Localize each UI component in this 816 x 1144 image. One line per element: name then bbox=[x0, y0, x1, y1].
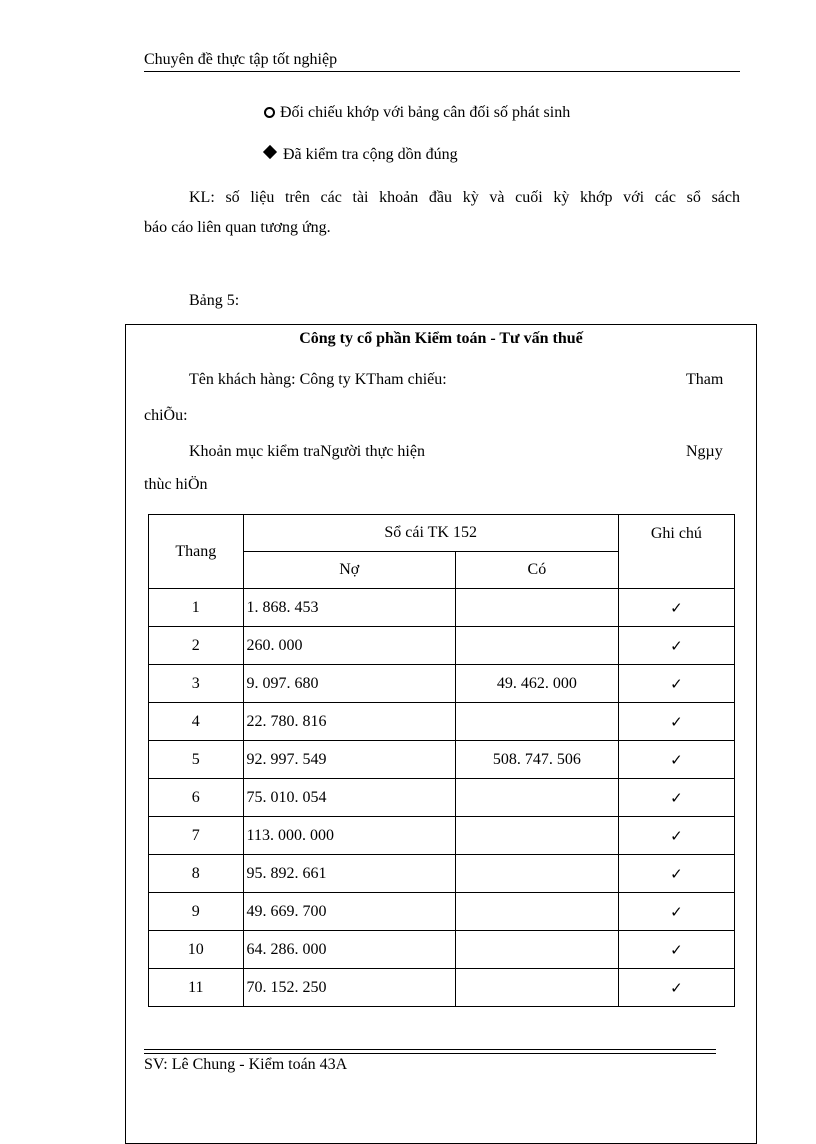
month-cell: 4 bbox=[149, 703, 244, 741]
credit-cell bbox=[455, 969, 618, 1007]
debit-cell: 95. 892. 661 bbox=[243, 855, 455, 893]
column-header-debit: Nợ bbox=[243, 552, 455, 589]
credit-cell bbox=[455, 893, 618, 931]
document-header: Chuyên đề thực tập tốt nghiệp bbox=[144, 51, 338, 68]
month-cell: 9 bbox=[149, 893, 244, 931]
table-row bbox=[149, 741, 735, 779]
check-icon: ✓ bbox=[618, 627, 734, 665]
month-cell: 8 bbox=[149, 855, 244, 893]
footer-rule bbox=[144, 1049, 716, 1050]
footer-rule-thin bbox=[144, 1053, 716, 1054]
client-reference-wrap: chiÕu: bbox=[144, 407, 188, 424]
table-caption: Bảng 5: bbox=[189, 292, 240, 309]
column-header-ledger: Sổ cái TK 152 bbox=[243, 515, 618, 552]
credit-cell bbox=[455, 817, 618, 855]
header-rule bbox=[144, 71, 740, 72]
conclusion-line-2: báo cáo liên quan tương ứng. bbox=[144, 219, 331, 236]
credit-cell bbox=[455, 589, 618, 627]
debit-cell: 1. 868. 453 bbox=[243, 589, 455, 627]
debit-cell: 70. 152. 250 bbox=[243, 969, 455, 1007]
credit-cell: 508. 747. 506 bbox=[455, 741, 618, 779]
credit-cell bbox=[455, 627, 618, 665]
table-row bbox=[149, 779, 735, 817]
credit-cell bbox=[455, 703, 618, 741]
month-cell: 7 bbox=[149, 817, 244, 855]
legend-diamond-line bbox=[261, 146, 458, 164]
table-row bbox=[149, 627, 735, 665]
legend-circle-text: Đối chiếu khớp với bảng cân đối số phát sinh bbox=[280, 104, 571, 121]
credit-cell: 49. 462. 000 bbox=[455, 665, 618, 703]
check-icon: ✓ bbox=[618, 741, 734, 779]
month-cell: 1 bbox=[149, 589, 244, 627]
table-row bbox=[149, 893, 735, 931]
column-header-note: Ghi chú bbox=[618, 515, 734, 589]
table-row bbox=[149, 855, 735, 893]
month-cell: 5 bbox=[149, 741, 244, 779]
conclusion-line-1: KL: số liệu trên các tài khoản đầu kỳ và cuối kỳ khớp với các sổ sách bbox=[189, 189, 740, 206]
audit-item-label: Khoản mục kiểm traNgười thực hiện bbox=[189, 443, 425, 460]
ledger-table bbox=[148, 514, 735, 1007]
ledger-body bbox=[149, 589, 735, 1007]
month-cell: 10 bbox=[149, 931, 244, 969]
column-header-month: Thang bbox=[149, 515, 244, 589]
check-icon: ✓ bbox=[618, 931, 734, 969]
check-icon: ✓ bbox=[618, 893, 734, 931]
credit-cell bbox=[455, 779, 618, 817]
footer-text: SV: Lê Chung - Kiểm toán 43A bbox=[144, 1056, 348, 1073]
check-icon: ✓ bbox=[618, 703, 734, 741]
column-header-credit: Có bbox=[455, 552, 618, 589]
check-icon: ✓ bbox=[618, 589, 734, 627]
company-title: Công ty cổ phần Kiểm toán - Tư vấn thuế bbox=[299, 330, 583, 347]
conclusion-paragraph bbox=[144, 183, 740, 243]
date-label: Ngµy bbox=[686, 443, 723, 460]
legend-circle-line bbox=[264, 104, 570, 122]
date-label-wrap: thùc hiÖn bbox=[144, 476, 208, 493]
debit-cell: 49. 669. 700 bbox=[243, 893, 455, 931]
debit-cell: 64. 286. 000 bbox=[243, 931, 455, 969]
check-icon: ✓ bbox=[618, 969, 734, 1007]
client-reference-label: Tham bbox=[686, 371, 724, 388]
client-label: Tên khách hàng: Công ty KTham chiếu: bbox=[189, 371, 447, 388]
check-icon: ✓ bbox=[618, 779, 734, 817]
table-row bbox=[149, 703, 735, 741]
table-row bbox=[149, 589, 735, 627]
month-cell: 11 bbox=[149, 969, 244, 1007]
table-row bbox=[149, 931, 735, 969]
diamond-icon bbox=[263, 145, 277, 159]
debit-cell: 9. 097. 680 bbox=[243, 665, 455, 703]
debit-cell: 92. 997. 549 bbox=[243, 741, 455, 779]
month-cell: 6 bbox=[149, 779, 244, 817]
legend-diamond-text: Đã kiểm tra cộng dồn đúng bbox=[283, 146, 458, 163]
month-cell: 3 bbox=[149, 665, 244, 703]
table-row bbox=[149, 817, 735, 855]
circle-icon bbox=[264, 107, 275, 118]
credit-cell bbox=[455, 855, 618, 893]
credit-cell bbox=[455, 931, 618, 969]
debit-cell: 113. 000. 000 bbox=[243, 817, 455, 855]
check-icon: ✓ bbox=[618, 817, 734, 855]
check-icon: ✓ bbox=[618, 665, 734, 703]
table-row bbox=[149, 665, 735, 703]
debit-cell: 260. 000 bbox=[243, 627, 455, 665]
debit-cell: 75. 010. 054 bbox=[243, 779, 455, 817]
table-row bbox=[149, 969, 735, 1007]
check-icon: ✓ bbox=[618, 855, 734, 893]
month-cell: 2 bbox=[149, 627, 244, 665]
debit-cell: 22. 780. 816 bbox=[243, 703, 455, 741]
